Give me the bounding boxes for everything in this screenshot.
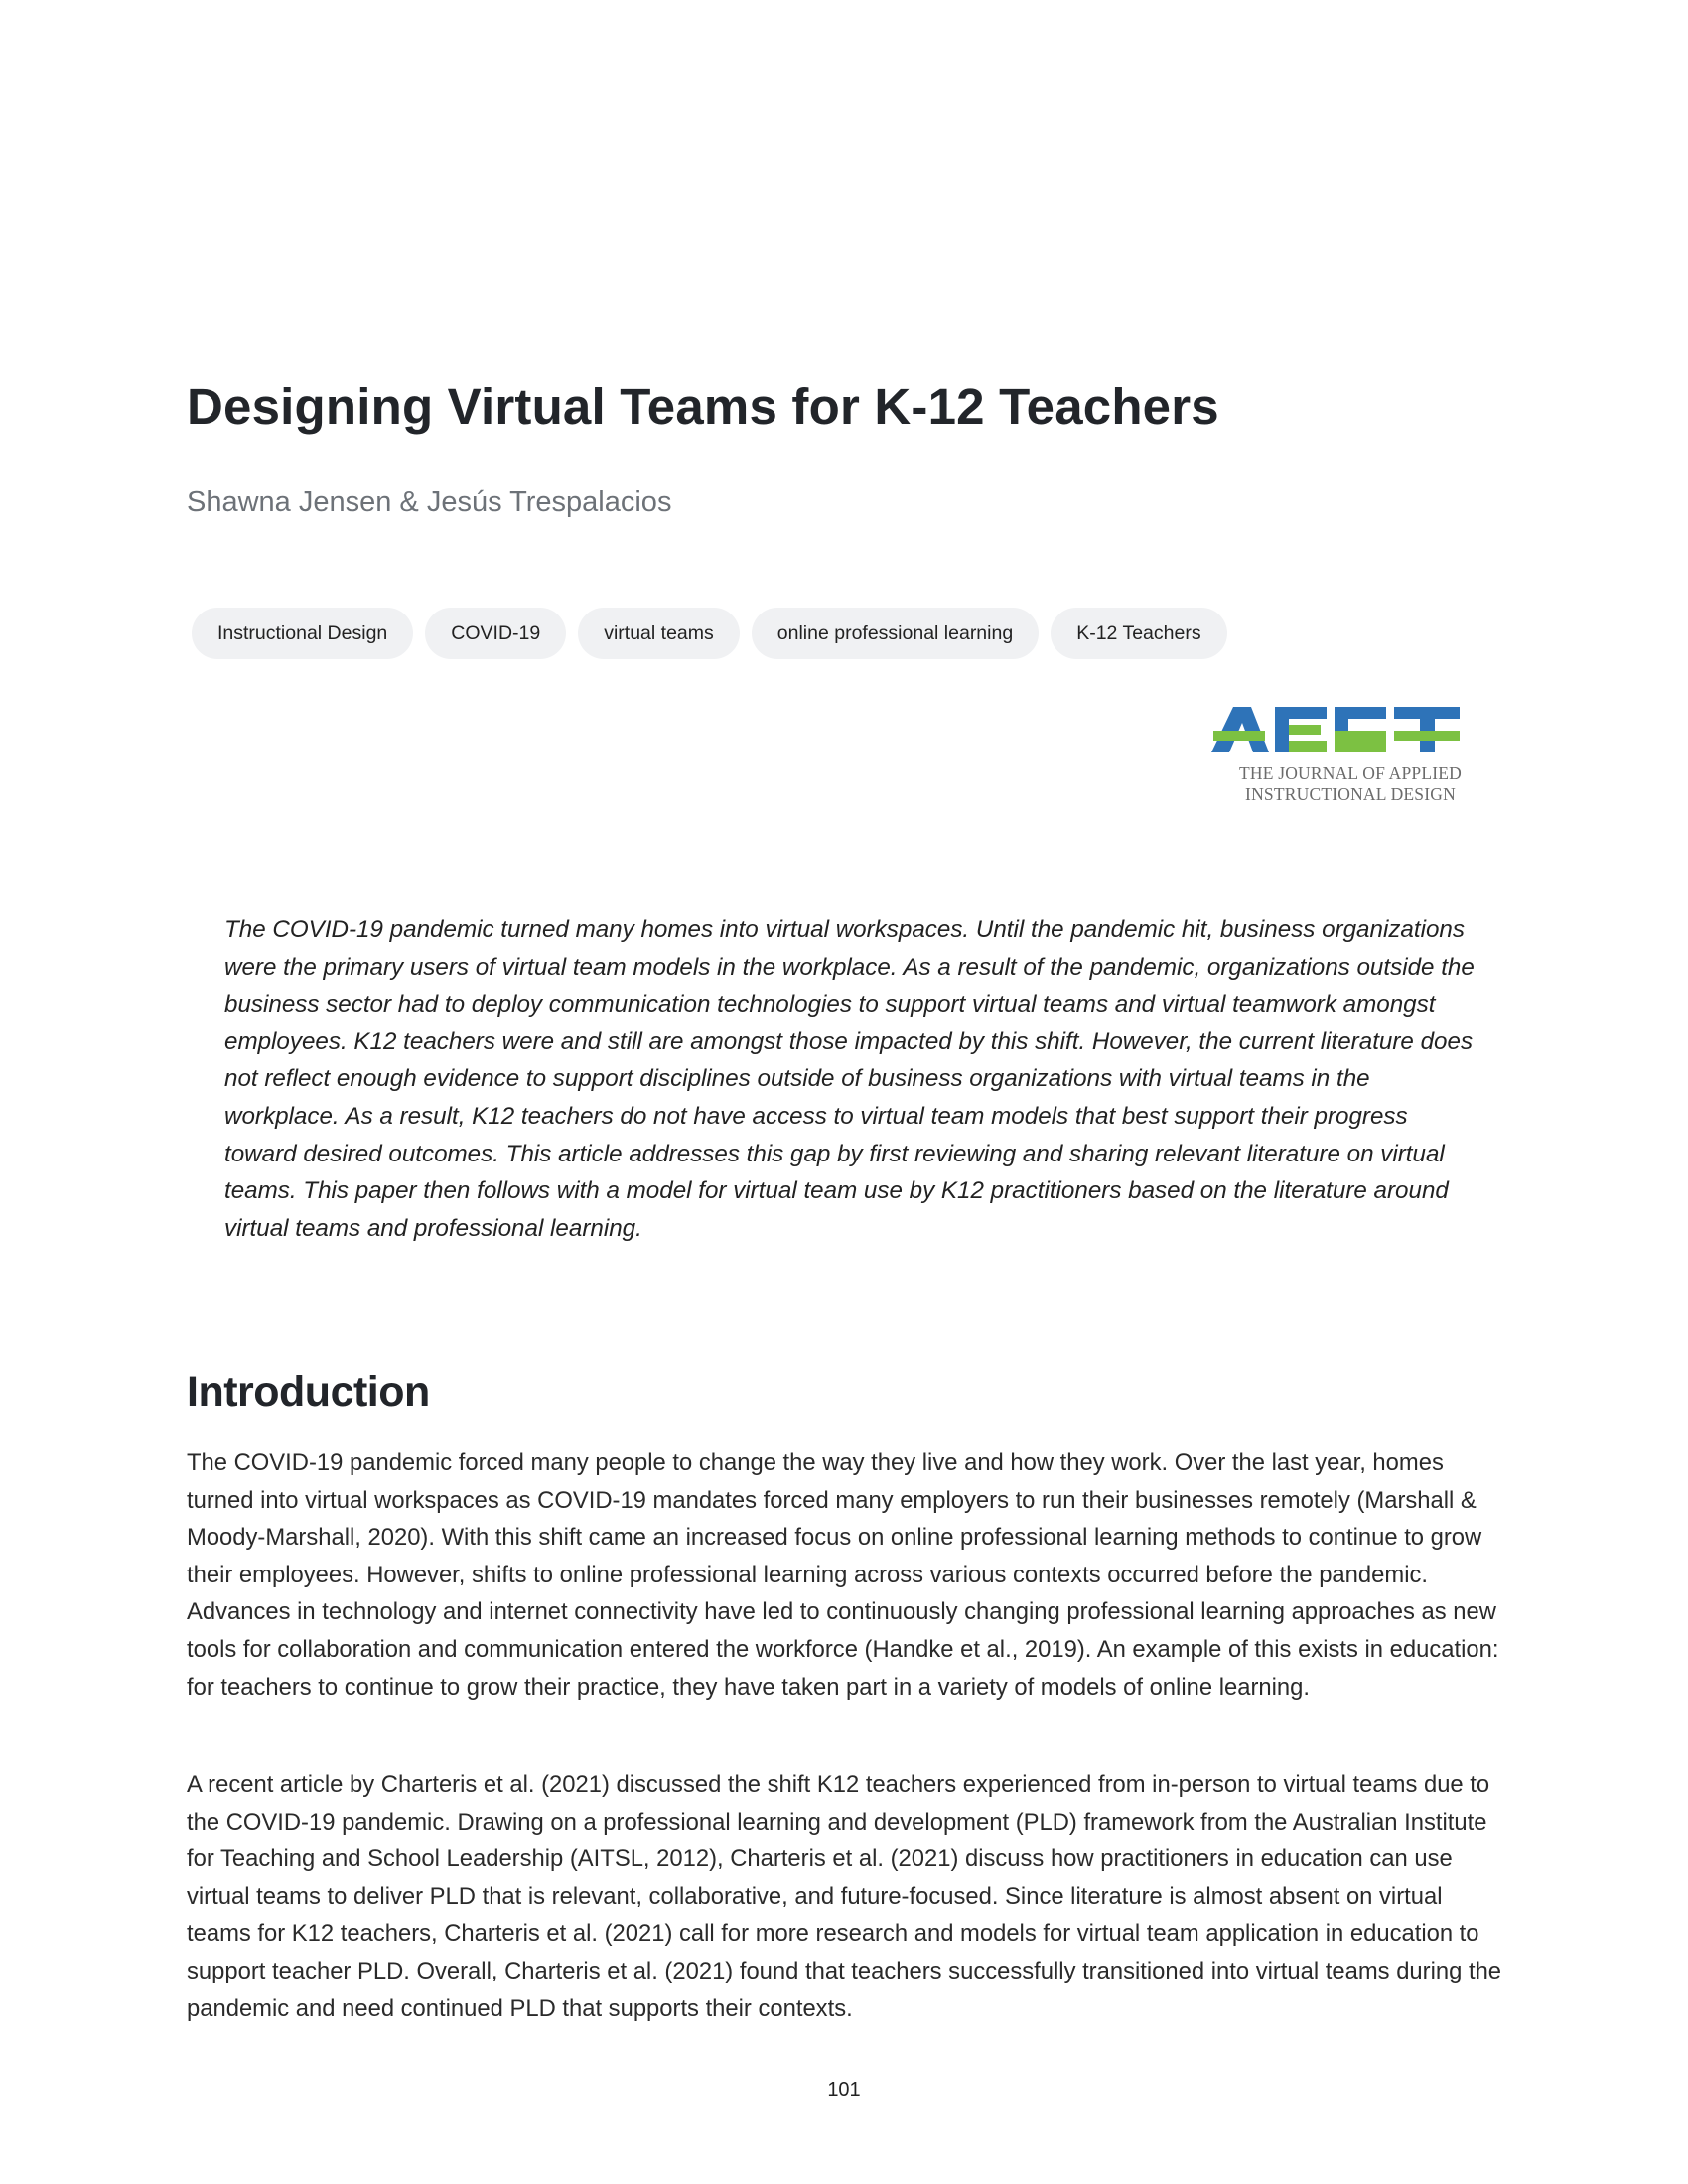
body-paragraph: A recent article by Charteris et al. (2021) discussed the shift K12 teachers experienced from in-person to virtual teams due to the COVID-19 pandemic. Drawing on a professional learning and development (PLD) framework from the Australian Institute for Teaching and School Leadership (AITSL, 2012), Charteris et al. (2021) discuss how practitioners in education can use virtual teams to deliver PLD that is relevant, collaborative, and future-focused. Since literature is almost absent on virtual teams for K12 teachers, Charteris et al. (2021) call for more research and models for virtual team application in education to support teacher PLD. Overall, Charteris et al. (2021) found that teachers successfully transitioned into virtual teams during the pandemic and need continued PLD that supports their contexts.: [187, 1771, 1502, 2022]
keyword-tags: [192, 608, 1227, 659]
article-title: Designing Virtual Teams for K-12 Teachers: [187, 378, 1219, 435]
abstract: The COVID-19 pandemic turned many homes into virtual workspaces. Until the pandemic hit, business organizations were the primary users of virtual team models in the workplace. As a result of the pandemic, organizations outside the business sector had to deploy communication technologies to support virtual teams and virtual teamwork amongst employees. K12 teachers were and still are amongst those impacted by this shift. However, the current literature does not reflect enough evidence to support disciplines outside of business organizations with virtual teams in the workplace. As a result, K12 teachers do not have access to virtual team models that best support their progress toward desired outcomes. This article addresses this gap by first reviewing and sharing relevant literature on virtual teams. This paper then follows with a model for virtual team use by K12 practitioners based on the literature around virtual teams and professional learning.: [224, 916, 1475, 1242]
page-number: 101: [827, 2079, 861, 2101]
logo-subtitle: [1219, 763, 1481, 805]
aect-logo-mark: [1211, 701, 1479, 760]
tag-instructional-design[interactable]: Instructional Design: [192, 608, 413, 659]
logo-swoosh-c: [1335, 731, 1386, 741]
tag-online-professional-learning[interactable]: online professional learning: [752, 608, 1039, 659]
logo-swoosh-a: [1213, 731, 1265, 741]
tag-covid-19[interactable]: COVID-19: [425, 608, 566, 659]
aect-logo: [1211, 701, 1479, 810]
tag-virtual-teams[interactable]: virtual teams: [578, 608, 740, 659]
section-heading-introduction: Introduction: [187, 1368, 430, 1416]
logo-swoosh-t: [1394, 731, 1460, 741]
logo-letter-t-stem: [1420, 707, 1435, 752]
body-paragraph: The COVID-19 pandemic forced many people to change the way they live and how they work. Over the last year, homes turned into virtual workspaces as COVID-19 mandates forced many employers to run their businesses remotely (Marshall & Moody-Marshall, 2020). With this shift came an increased focus on online professional learning methods to continue to grow their employees. However, shifts to online professional learning across various contexts occurred before the pandemic. Advances in technology and internet connectivity have led to continuously changing professional learning approaches as new tools for collaboration and communication entered the workforce (Handke et al., 2019). An example of this exists in education: for teachers to continue to grow their practice, they have taken part in a variety of models of online learning.: [187, 1449, 1499, 1701]
logo-subtitle-line-2: INSTRUCTIONAL DESIGN: [1245, 784, 1456, 804]
logo-subtitle-line-1: THE JOURNAL OF APPLIED: [1239, 763, 1462, 783]
article-authors: Shawna Jensen & Jesús Trespalacios: [187, 486, 672, 518]
logo-letter-a: [1211, 707, 1269, 752]
tag-k12-teachers[interactable]: K-12 Teachers: [1051, 608, 1226, 659]
logo-letter-e-stem: [1275, 707, 1289, 752]
logo-letter-c-bottom: [1335, 741, 1386, 752]
